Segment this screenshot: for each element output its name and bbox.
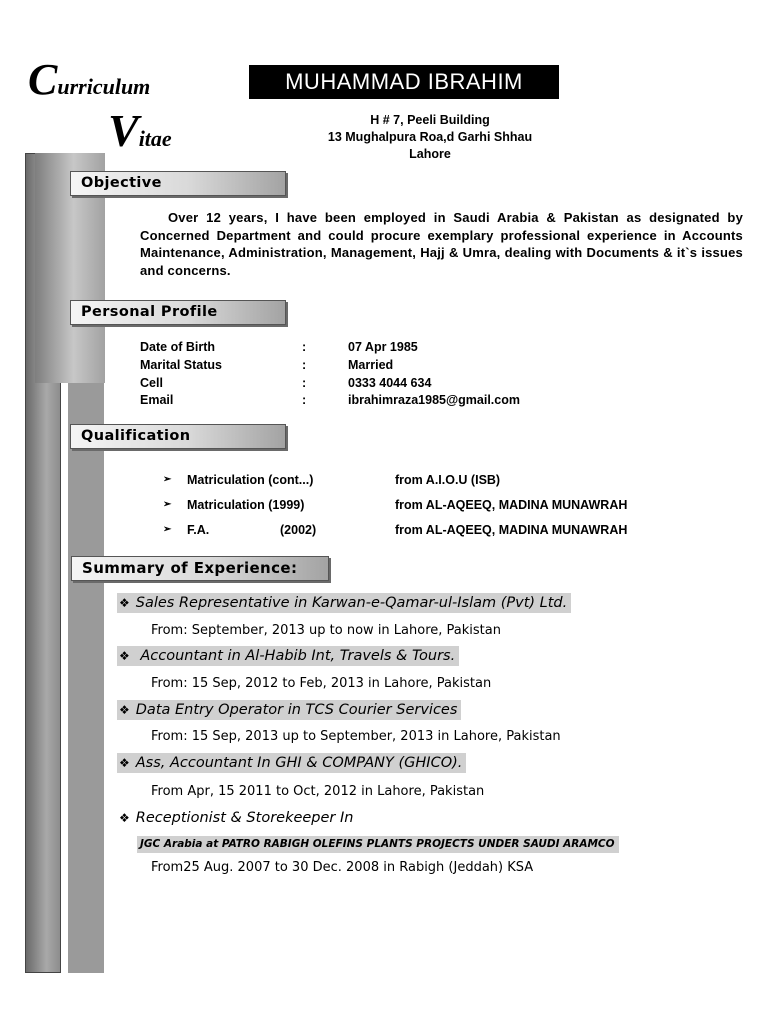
diamond-bullet-icon: ❖ (119, 596, 130, 610)
diamond-bullet-icon: ❖ (119, 703, 130, 717)
address-line: H # 7, Peeli Building (370, 113, 490, 127)
experience-employer-detail: JGC Arabia at PATRO RABIGH OLEFINS PLANTS PROJECTS UNDER SAUDI ARAMCO (137, 836, 619, 853)
diamond-bullet-icon: ❖ (119, 811, 130, 825)
profile-label: Cell (140, 376, 163, 390)
qualification-institution: from AL-AQEEQ, MADINA MUNAWRAH (395, 498, 628, 512)
diamond-bullet-icon: ❖ (119, 756, 130, 770)
address-line: 13 Mughalpura Roa,d Garhi Shhau (327, 130, 533, 144)
qualification-degree: Matriculation (1999) (187, 498, 305, 512)
diamond-bullet-icon: ❖ (119, 649, 130, 663)
experience-heading: Summary of Experience: (71, 556, 329, 581)
qualification-year: (2002) (280, 523, 317, 537)
profile-separator: : (302, 340, 307, 354)
experience-title (117, 753, 466, 773)
profile-label: Marital Status (140, 358, 222, 372)
experience-title-text: Receptionist & Storekeeper In (135, 810, 354, 826)
arrow-bullet-icon: ➢ (163, 499, 172, 510)
qualification-institution: from A.I.O.U (ISB) (395, 473, 501, 487)
profile-separator: : (302, 376, 307, 390)
experience-detail: From Apr, 15 2011 to Oct, 2012 in Lahore, Pakistan (151, 784, 485, 799)
experience-detail: From25 Aug. 2007 to 30 Dec. 2008 in Rabigh (Jeddah) KSA (151, 860, 534, 875)
experience-detail: From: 15 Sep, 2013 up to September, 2013 in Lahore, Pakistan (151, 729, 561, 744)
experience-title (117, 646, 459, 666)
profile-value: ibrahimraza1985@gmail.com (348, 393, 520, 407)
objective-text (140, 209, 743, 279)
experience-title (117, 808, 357, 828)
experience-detail: From: September, 2013 up to now in Lahore, Pakistan (151, 623, 501, 638)
candidate-name: MUHAMMAD IBRAHIM (249, 65, 559, 99)
experience-title (117, 593, 571, 613)
address-block (300, 112, 560, 163)
qualification-heading: Qualification (70, 424, 286, 449)
arrow-bullet-icon: ➢ (163, 524, 172, 535)
profile-separator: : (302, 393, 307, 407)
qualification-degree: Matriculation (cont...) (187, 473, 314, 487)
profile-value: Married (348, 358, 394, 372)
address-line: Lahore (409, 147, 451, 161)
profile-separator: : (302, 358, 307, 372)
objective-body: Over 12 years, I have been employed in Saudi Arabia & Pakistan as designated by Concerned Department and could procure exemplary professional experience in Accounts Maintenance, Administration, Management, Hajj & Umra, dealing with Documents & it`s issues and concerns. (140, 210, 743, 278)
qualification-institution: from AL-AQEEQ, MADINA MUNAWRAH (395, 523, 628, 537)
profile-label: Email (140, 393, 174, 407)
cv-title-curriculum: Curriculum (28, 58, 151, 98)
experience-detail: From: 15 Sep, 2012 to Feb, 2013 in Lahore, Pakistan (151, 676, 492, 691)
cv-title-vitae: Vitae (108, 108, 172, 150)
experience-title-text: Data Entry Operator in TCS Courier Services (135, 702, 458, 718)
experience-title-text: Ass, Accountant In GHI & COMPANY (GHICO). (135, 755, 463, 771)
qualification-degree: F.A. (187, 523, 210, 537)
arrow-bullet-icon: ➢ (163, 474, 172, 485)
experience-title (117, 700, 461, 720)
experience-title-text: Sales Representative in Karwan-e-Qamar-ul-Islam (Pvt) Ltd. (135, 595, 568, 611)
experience-title-text: Accountant in Al-Habib Int, Travels & Tours. (135, 648, 456, 664)
profile-value: 07 Apr 1985 (348, 340, 418, 354)
profile-value: 0333 4044 634 (348, 376, 432, 390)
personal-profile-heading: Personal Profile (70, 300, 286, 325)
objective-heading: Objective (70, 171, 286, 196)
profile-label: Date of Birth (140, 340, 215, 354)
